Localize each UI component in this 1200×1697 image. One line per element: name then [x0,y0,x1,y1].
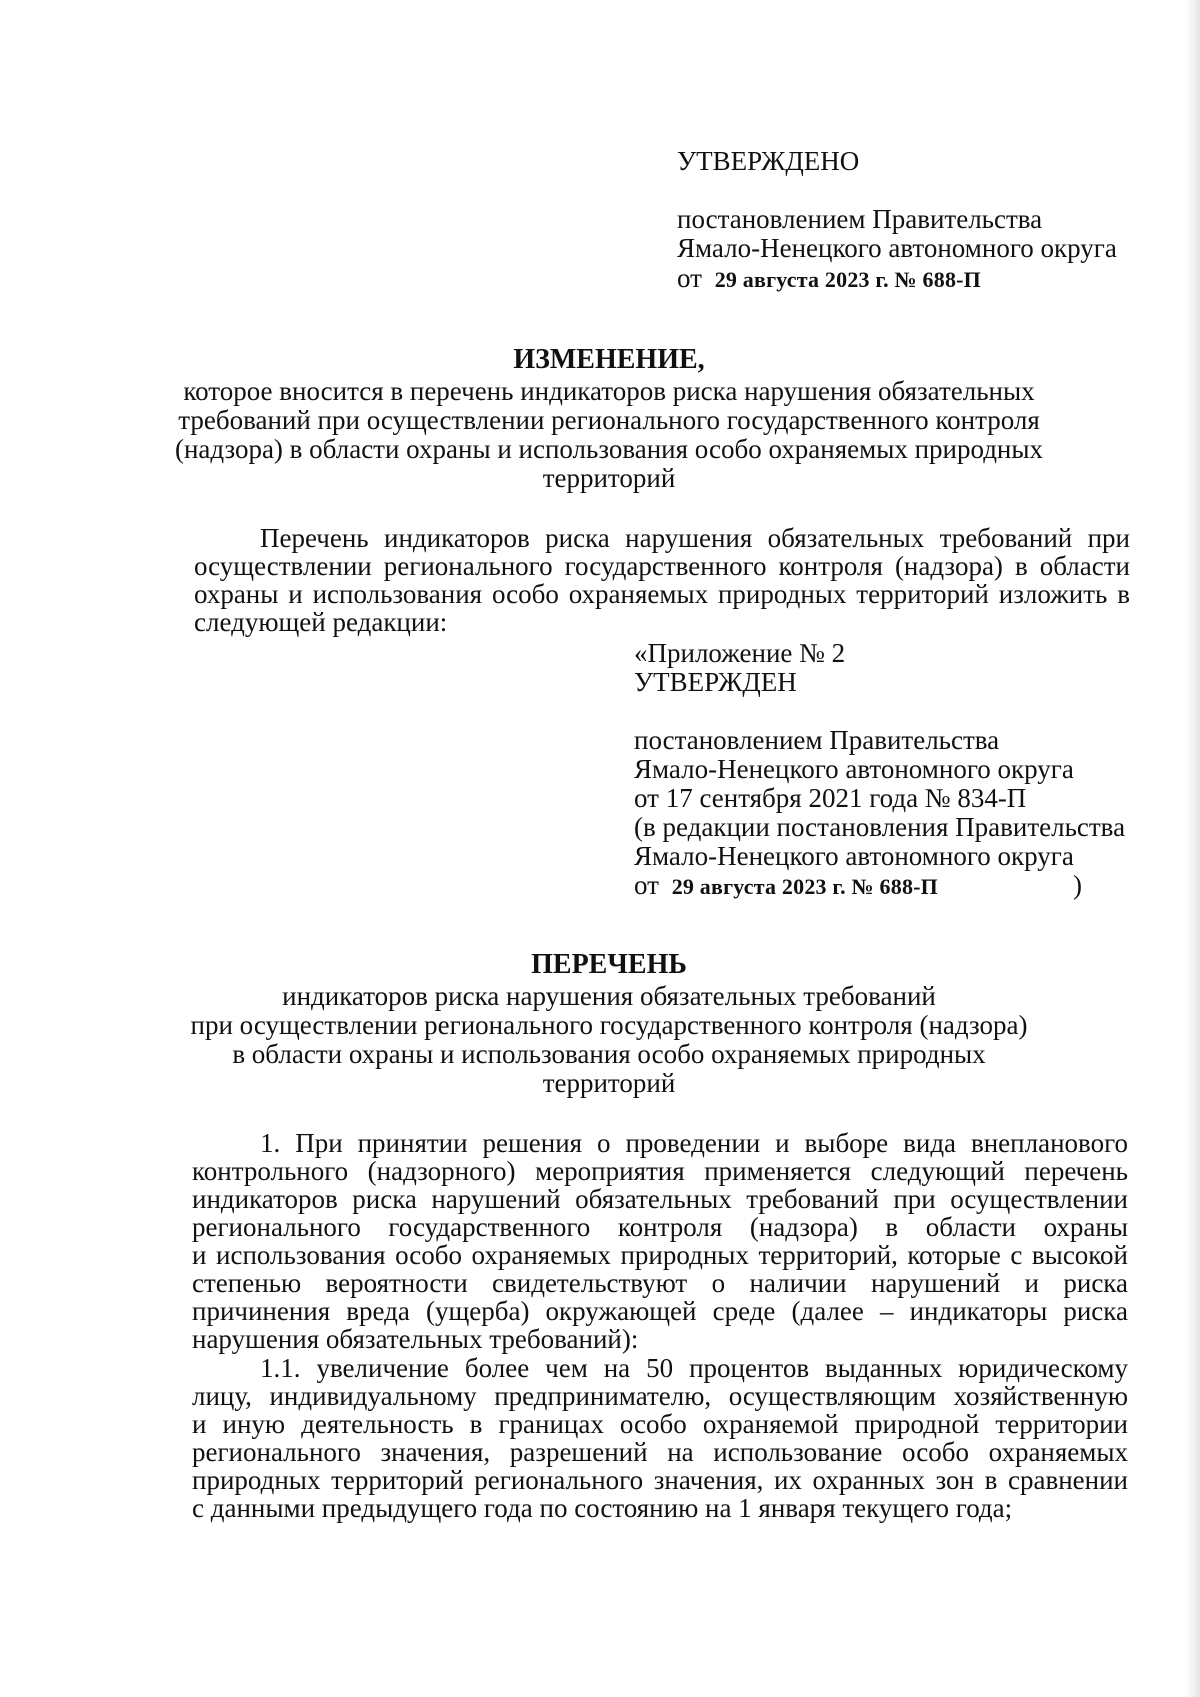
appendix-date-value: 29 августа 2023 г. № 688-П [671,874,938,899]
approval-date-value: 29 августа 2023 г. № 688-П [714,267,981,292]
list-title-line-3: в области охраны и использования особо охраняемых природных [232,1039,986,1069]
appendix-line-3: постановлением Правительства [634,725,1000,755]
appendix-line-4: Ямало-Ненецкого автономного округа [634,754,1074,784]
approval-line-2: Ямало-Ненецкого автономного округа [677,233,1117,263]
point-1-line-5: и использования особо охраняемых природных территорий, которые с высокой [192,1240,1128,1270]
list-title-line-2: при осуществлении регионального государственного контроля (надзора) [190,1010,1028,1040]
change-title-line-4: территорий [542,463,676,493]
list-title-line-4: территорий [542,1068,676,1098]
change-title-line-2: требований при осуществлении регионального государственного контроля [178,405,1040,435]
list-title: ПЕРЕЧЕНЬ [531,949,687,980]
intro-line-3: охраны и использования особо охраняемых природных территорий изложить в [194,579,1130,609]
intro-line-1: Перечень индикаторов риска нарушения обязательных требований при [260,523,1130,553]
point-1-1-line-5: природных территорий регионального значения, их охранных зон в сравнении [192,1465,1128,1495]
appendix-line-6: (в редакции постановления Правительства [634,812,1126,842]
appendix-date-prefix: от [634,870,659,900]
point-1-line-8: нарушения обязательных требований): [192,1324,639,1354]
point-1-1-line-3: и иную деятельность в границах особо охраняемой природной территории [192,1409,1128,1439]
approval-heading: УТВЕРЖДЕНО [677,146,860,176]
approval-line-1: постановлением Правительства [677,204,1043,234]
change-title-line-3: (надзора) в области охраны и использования особо охраняемых природных [174,434,1044,464]
point-1-line-4: регионального государственного контроля (надзора) в области охраны [192,1212,1128,1242]
intro-line-4: следующей редакции: [194,607,448,637]
appendix-line-2: УТВЕРЖДЕН [634,667,797,697]
page-edge-shadow [1186,0,1200,1697]
intro-line-2: осуществлении регионального государственного контроля (надзора) в области [194,551,1130,581]
point-1-line-1: 1. При принятии решения о проведении и выборе вида внепланового [260,1128,1128,1158]
point-1-line-2: контрольного (надзорного) мероприятия применяется следующий перечень [192,1156,1128,1186]
point-1-line-3: индикаторов риска нарушений обязательных требований при осуществлении [192,1184,1128,1214]
point-1-1-line-1: 1.1. увеличение более чем на 50 процентов выданных юридическому [260,1353,1128,1383]
point-1-line-6: степенью вероятности свидетельствуют о наличии нарушений и риска [192,1268,1128,1298]
change-title: ИЗМЕНЕНИЕ, [513,344,705,375]
appendix-line-7: Ямало-Ненецкого автономного округа [634,841,1074,871]
point-1-1-line-4: регионального значения, разрешений на использование особо охраняемых [192,1437,1128,1467]
appendix-date-line [634,870,938,902]
point-1-line-7: причинения вреда (ущерба) окружающей среде (далее – индикаторы риска [192,1296,1128,1326]
appendix-closing-paren: ) [1073,870,1082,900]
approval-date-line [677,263,981,295]
appendix-line-5: от 17 сентября 2021 года № 834-П [634,783,1027,813]
point-1-1-line-2: лицу, индивидуальному предпринимателю, осуществляющим хозяйственную [192,1381,1128,1411]
point-1-1-line-6: с данными предыдущего года по состоянию на 1 января текущего года; [192,1493,1013,1523]
list-title-line-1: индикаторов риска нарушения обязательных требований [282,981,936,1011]
appendix-line-1: «Приложение № 2 [634,638,846,668]
approval-date-prefix: от [677,263,702,293]
change-title-line-1: которое вносится в перечень индикаторов риска нарушения обязательных [183,376,1035,406]
